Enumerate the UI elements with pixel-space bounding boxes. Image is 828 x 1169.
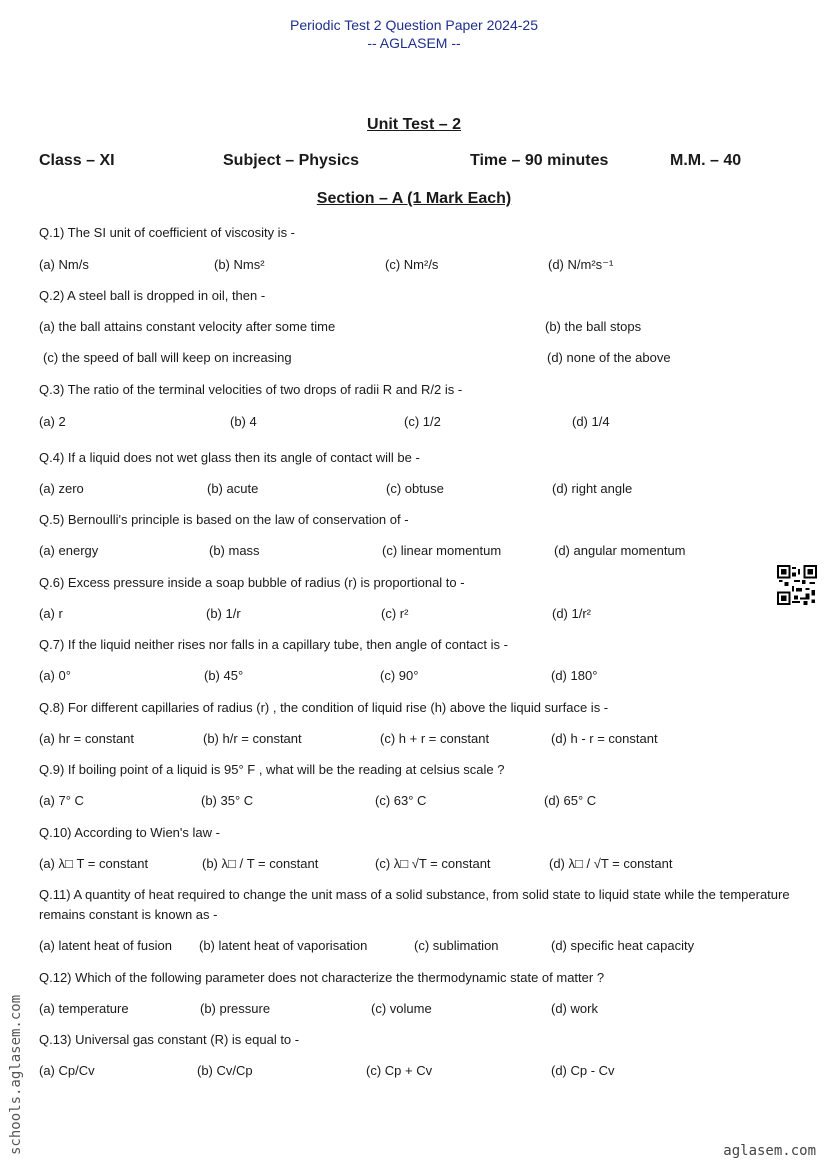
option: (d) λ□ / √T = constant xyxy=(549,856,673,871)
option: (c) sublimation xyxy=(414,938,499,953)
option: (c) Nm²/s xyxy=(385,257,439,272)
header-title: Periodic Test 2 Question Paper 2024-25 xyxy=(289,17,538,33)
option: (d) 1/r² xyxy=(552,606,591,621)
question: Q.7) If the liquid neither rises nor falls in a capillary tube, then angle of contact is - xyxy=(39,637,508,652)
option: (b) 4 xyxy=(230,414,257,429)
side-watermark: schools.aglasem.com xyxy=(8,994,24,1155)
option: (c) r² xyxy=(381,606,409,621)
question: Q.10) According to Wien's law - xyxy=(39,825,220,840)
option: (a) 7° C xyxy=(39,793,84,808)
subject-label: Subject – Physics xyxy=(223,152,360,169)
option: (d) 1/4 xyxy=(572,414,610,429)
question: Q.9) If boiling point of a liquid is 95° F , what will be the reading at celsius scale ? xyxy=(39,762,505,777)
option: (d) none of the above xyxy=(547,350,671,365)
option: (a) Cp/Cv xyxy=(39,1063,95,1078)
option: (c) λ□ √T = constant xyxy=(375,856,491,871)
option: (c) volume xyxy=(371,1001,432,1016)
option: (b) Cv/Cp xyxy=(197,1063,253,1078)
question: Q.5) Bernoulli's principle is based on the law of conservation of - xyxy=(39,512,409,527)
page-title: Unit Test – 2 xyxy=(367,116,461,133)
option: (a) temperature xyxy=(39,1001,129,1016)
footer-watermark: aglasem.com xyxy=(723,1143,816,1159)
option: (b) latent heat of vaporisation xyxy=(199,938,368,953)
option: (d) 65° C xyxy=(544,793,597,808)
marks-label: M.M. – 40 xyxy=(670,152,742,169)
question: Q.8) For different capillaries of radius (r) , the condition of liquid rise (h) above the liquid surface is - xyxy=(39,700,609,715)
option: (b) acute xyxy=(207,481,259,496)
option: (d) N/m²s⁻¹ xyxy=(548,257,614,272)
option: (d) specific heat capacity xyxy=(551,938,695,953)
option: (a) r xyxy=(39,606,63,621)
option: (d) Cp - Cv xyxy=(551,1063,615,1078)
option: (b) 45° xyxy=(204,668,244,683)
option: (a) 2 xyxy=(39,414,66,429)
question: Q.4) If a liquid does not wet glass then its angle of contact will be - xyxy=(39,450,420,465)
option: (c) Cp + Cv xyxy=(366,1063,433,1078)
option: (d) h - r = constant xyxy=(551,731,658,746)
option: (c) the speed of ball will keep on increasing xyxy=(43,350,292,365)
option: (d) angular momentum xyxy=(554,543,686,558)
option: (a) energy xyxy=(39,543,99,558)
option: (c) linear momentum xyxy=(382,543,502,558)
option: (a) λ□ T = constant xyxy=(39,856,149,871)
option: (a) latent heat of fusion xyxy=(39,938,172,953)
option: (c) 63° C xyxy=(375,793,427,808)
section-heading: Section – A (1 Mark Each) xyxy=(316,190,512,207)
option: (c) obtuse xyxy=(386,481,444,496)
time-label: Time – 90 minutes xyxy=(470,152,609,169)
option: (a) hr = constant xyxy=(39,731,135,746)
question: Q.3) The ratio of the terminal velocities of two drops of radii R and R/2 is - xyxy=(39,382,463,397)
option: (d) 180° xyxy=(551,668,598,683)
class-label: Class – XI xyxy=(39,152,115,169)
option: (d) right angle xyxy=(552,481,633,496)
question: Q.1) The SI unit of coefficient of viscosity is - xyxy=(39,225,296,240)
option: (a) zero xyxy=(39,481,84,496)
option: (b) pressure xyxy=(200,1001,271,1016)
option: (b) h/r = constant xyxy=(203,731,302,746)
option: (a) the ball attains constant velocity after some time xyxy=(39,319,336,334)
option: (b) λ□ / T = constant xyxy=(202,856,319,871)
option: (a) Nm/s xyxy=(39,257,89,272)
option: (b) Nms² xyxy=(214,257,265,272)
option: (c) 1/2 xyxy=(404,414,441,429)
header-brand: -- AGLASEM -- xyxy=(367,35,461,51)
option: (b) the ball stops xyxy=(545,319,642,334)
option: (b) 1/r xyxy=(206,606,241,621)
question: Q.13) Universal gas constant (R) is equal to - xyxy=(39,1032,300,1047)
question: Q.2) A steel ball is dropped in oil, then - xyxy=(39,288,266,303)
option: (d) work xyxy=(551,1001,598,1016)
qr-code-icon xyxy=(777,565,817,605)
option: (b) 35° C xyxy=(201,793,254,808)
question: Q.11) A quantity of heat required to change the unit mass of a solid substance, from solid state to liquid state while the temperature remains constant is known as - xyxy=(39,887,790,922)
option: (a) 0° xyxy=(39,668,71,683)
option: (c) 90° xyxy=(380,668,419,683)
question: Q.12) Which of the following parameter does not characterize the thermodynamic state of matter ? xyxy=(39,970,605,985)
option: (b) mass xyxy=(209,543,260,558)
option: (c) h + r = constant xyxy=(380,731,490,746)
question: Q.6) Excess pressure inside a soap bubble of radius (r) is proportional to - xyxy=(39,575,465,590)
